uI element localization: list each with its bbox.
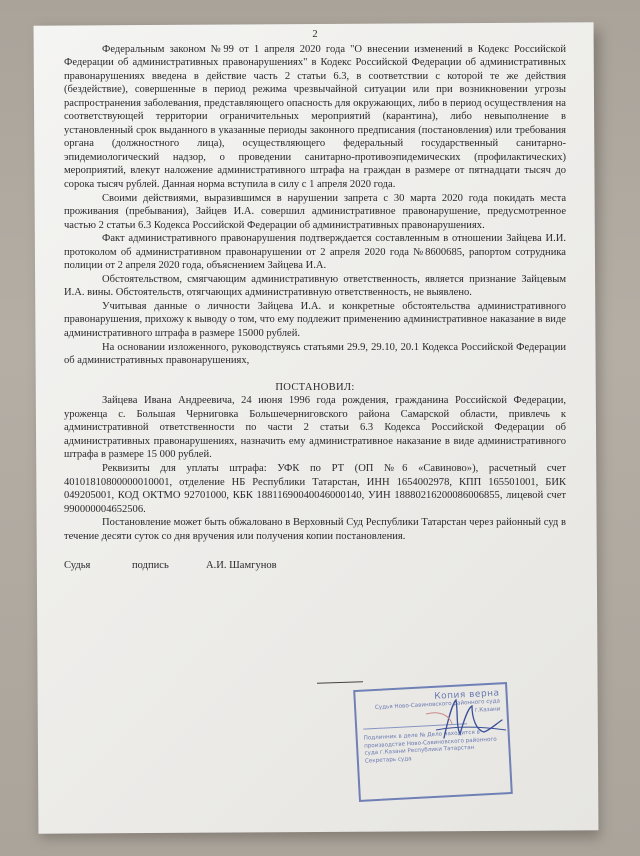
signature-row <box>64 559 566 573</box>
paragraph-decision: Зайцева Ивана Андреевича, 24 июня 1996 года рождения, гражданина Российской Федерации, уроженца с. Большая Черниговка Большечерниговского района Самарской области, привлечь к административной ответственности по части 2 статьи 6.3 Кодекса Российской Федерации об административных правонарушениях, назначить ему административное наказание в виде административного штрафа в размере 15 000 рублей. <box>64 395 566 461</box>
handwritten-signature <box>406 690 516 750</box>
stamp-title: Копия верна <box>434 688 500 702</box>
paragraph-actions: Своими действиями, выразившимся в нарушении запрета с 30 марта 2020 года покидать места проживания (пребывания), Зайцев И.А. совершил административное правонарушение, предусмотренное частью 2 статьи 6.3 Кодекса Российской Федерации об административных правонарушениях. <box>64 192 566 231</box>
signature-sign: подпись <box>132 560 169 572</box>
paragraph-payment-details: Реквизиты для уплаты штрафа: УФК по РТ (ОП №6 «Савиново»), расчетный счет 40101810800000010001, отделение НБ Республики Татарстан, ИНН 1654002978, КПП 165501001, БИК 049205001, КОД ОКТМО 92701000, КБК 18811690040046000140, УИН 18880216200086006855, лицевой счет 990000004652506. <box>64 462 566 515</box>
signature-role: Судья <box>64 560 91 572</box>
stamp-court: Судья Ново-Савиновского районного суда г.Казани <box>374 698 501 714</box>
paragraph-evidence: Факт административного правонарушения подтверждается составленным в отношении Зайцева И.И. протоколом об административном правонарушении от 2 апреля 2020 года №8600685, рапортом сотрудника полиции от 2 апреля 2020 года, объяснением Зайцева И.А. <box>64 233 566 272</box>
signature-name: А.И. Шамгунов <box>206 560 277 572</box>
page-number: 2 <box>312 29 318 40</box>
paragraph-law: Федеральным законом №99 от 1 апреля 2020 года "О внесении изменений в Кодекс Российской Федерации об административных правонарушениях" в Кодекс Российской Федерации об административных правонарушениях введена в действие часть 2 статьи 6.3, в соответствии с которой те же действия (бездействие), совершенные в период режима чрезвычайной ситуации или при возникновении угрозы распространения заболевания, представляющего опасность для окружающих, либо в период осуществления на соответствующей территории ограничительных мероприятий (карантина), либо невыполнение в установленный срок выданного в указанные периоды законного предписания (постановления) или требования органа (должностного лица), осуществляющего федеральный государственный санитарно-эпидемиологический надзор, о проведении санитарно-противоэпидемических (профилактических) мероприятий, влекут наложение административного штрафа на граждан в размере от пятнадцати тысяч до сорока тысяч рублей. Данная норма вступила в силу с 1 апреля 2020 года. <box>64 43 566 191</box>
paragraph-appeal: Постановление может быть обжаловано в Верховный Суд Республики Татарстан через районный суд в течение десяти суток со дня вручения или получения копии постановления. <box>64 517 566 542</box>
paragraph-basis: На основании изложенного, руководствуясь статьями 29.9, 29.10, 20.1 Кодекса Российской Федерации об административных правонарушениях, <box>64 341 566 367</box>
document-body <box>64 28 566 573</box>
stamp-body: Подлинник в деле № Дело находится в производстве Ново-Савиновского районного суда г.Казани Республики Татарстан Секретарь суда <box>363 729 497 765</box>
paragraph-conclusion: Учитывая данные о личности Зайцева И.А. и конкретные обстоятельства административного правонарушения, прихожу к выводу о том, что ему подлежит применению административное наказание в виде административного штрафа в размере 15000 рублей. <box>64 300 566 340</box>
decision-heading: ПОСТАНОВИЛ: <box>275 381 355 393</box>
paragraph-mitigating: Обстоятельством, смягчающим административную ответственность, является признание Зайцевым И.А. вины. Обстоятельств, отягчающих административную ответственность, не выявлено. <box>64 273 566 299</box>
